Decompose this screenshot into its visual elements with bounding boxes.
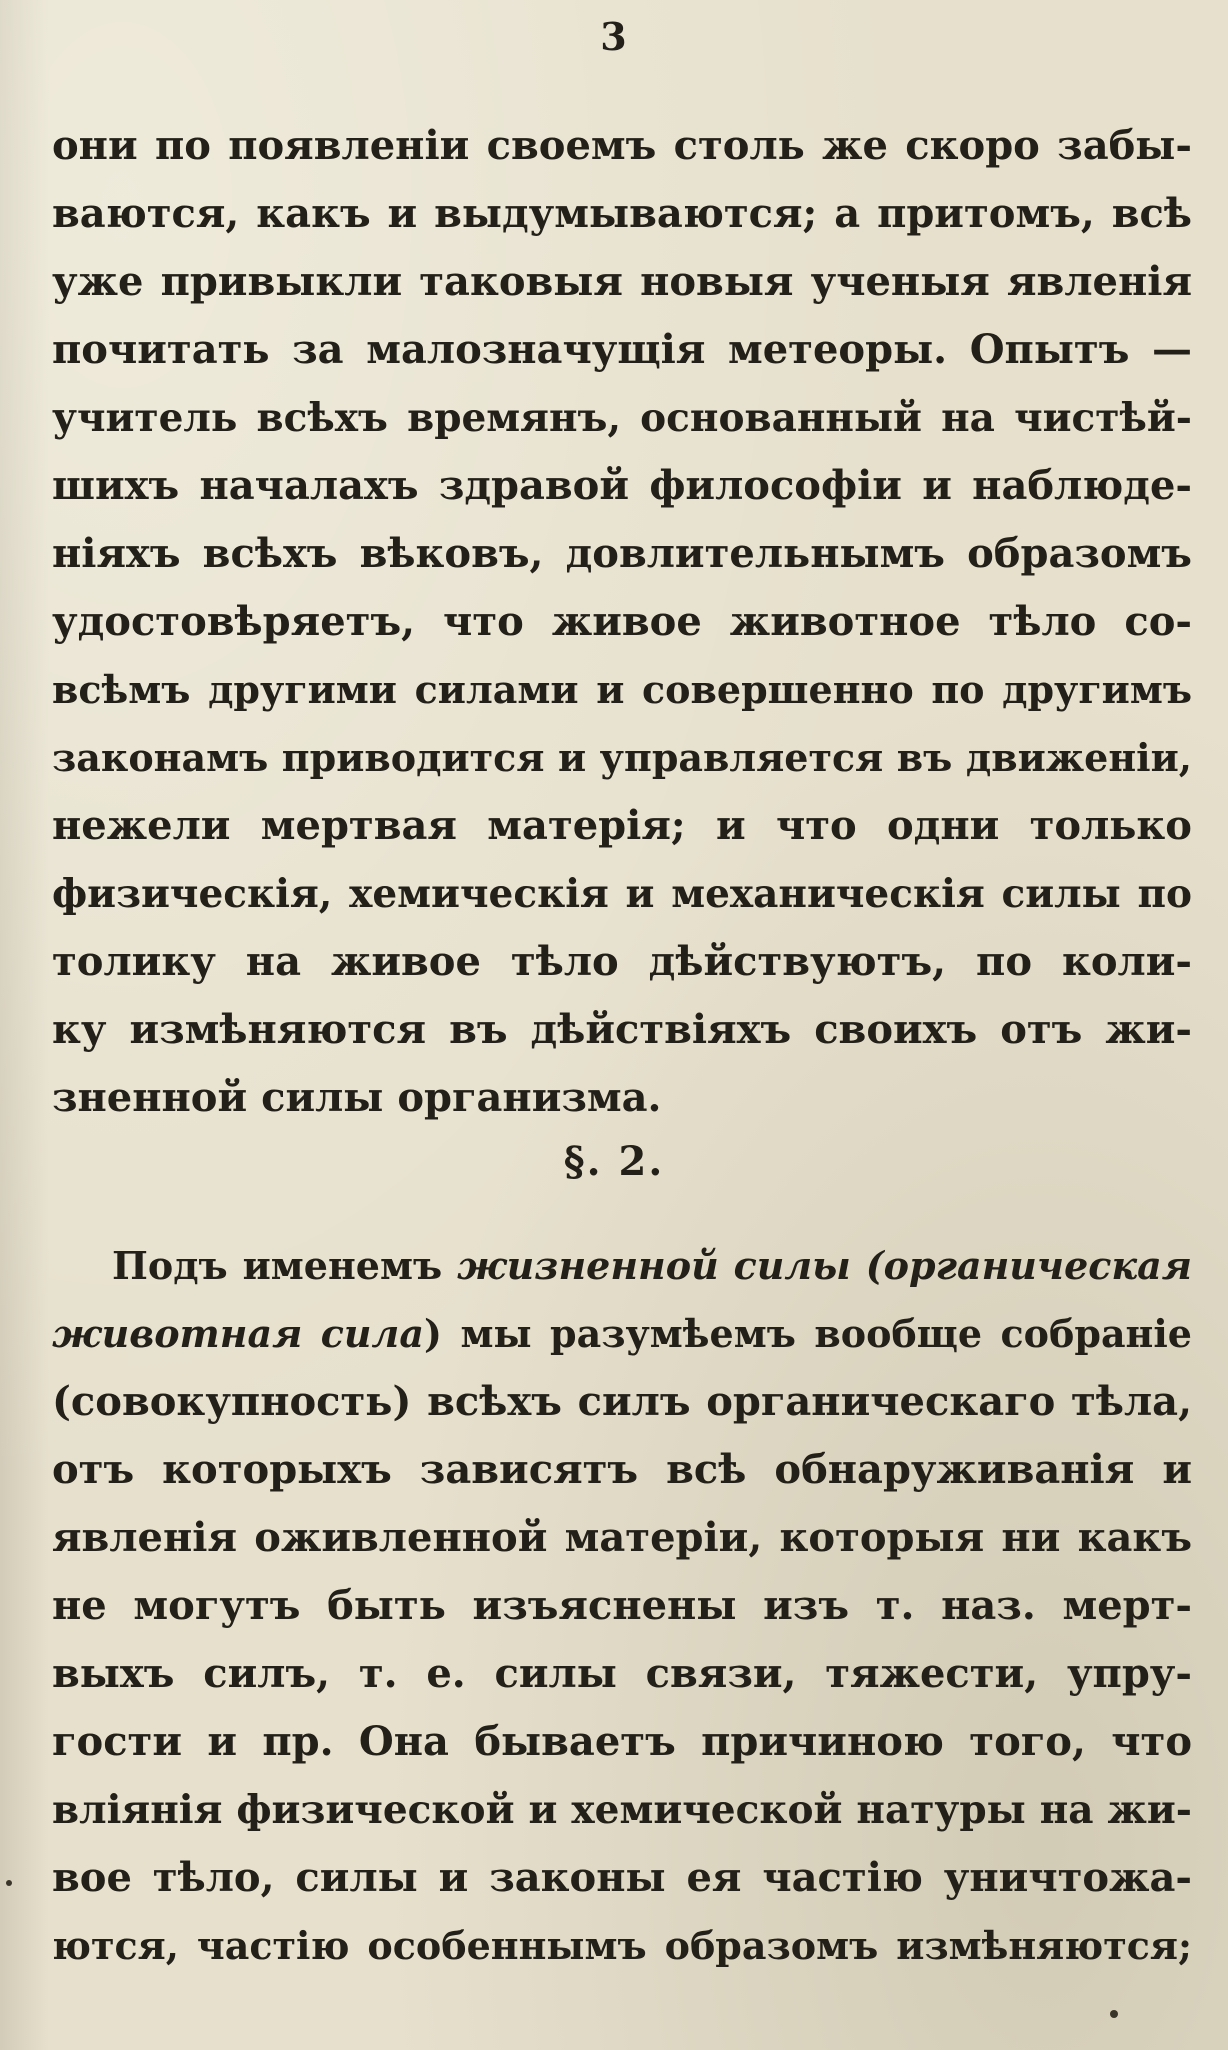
text-line: вое тѣло, силы и законы ея частію уничтожа-: [52, 1854, 1192, 1901]
text-segment: Подъ именемъ: [112, 1243, 457, 1288]
text-line: они по появленіи своемъ столь же скоро забы-: [52, 122, 1192, 169]
text-line: отъ которыхъ зависятъ всѣ обнаруживанія и: [52, 1446, 1192, 1493]
text-line: вліянія физической и хемической натуры на жи-: [52, 1787, 1192, 1833]
text-line: [52, 1300, 1192, 1368]
page-number: 3: [600, 14, 628, 59]
text-line: всѣмъ другими силами и совершенно по другимъ: [52, 667, 1192, 712]
italic-term: жизненной силы (органическая: [456, 1243, 1192, 1288]
text-line: (совокупность) всѣхъ силъ органическаго тѣла,: [52, 1378, 1192, 1425]
text-line: гости и пр. Она бываетъ причиною того, что: [52, 1718, 1192, 1765]
text-line: удостовѣряетъ, что живое животное тѣло со-: [52, 598, 1192, 645]
text-line: толику на живое тѣло дѣйствуютъ, по коли-: [52, 938, 1192, 985]
text-line: ніяхъ всѣхъ вѣковъ, довлительнымъ образомъ: [52, 530, 1192, 577]
ink-spot: [1110, 2010, 1118, 2018]
text-line: ку измѣняются въ дѣйствіяхъ своихъ отъ жи-: [52, 1006, 1192, 1053]
text-line: учитель всѣхъ времянъ, основанный на чистѣй-: [52, 395, 1192, 441]
text-line: физическія, хемическія и механическія силы по: [52, 871, 1192, 917]
text-line: законамъ приводится и управляется въ движеніи,: [52, 735, 1192, 780]
text-line: ваются, какъ и выдумываются; а притомъ, всѣ: [52, 190, 1192, 237]
text-line: зненной силы организма.: [52, 1074, 662, 1121]
section-heading: §. 2.: [563, 1138, 665, 1185]
text-line: почитать за малозначущія метеоры. Опытъ —: [52, 326, 1192, 373]
text-line: шихъ началахъ здравой философіи и наблюде-: [52, 462, 1192, 509]
paragraph-section-2: [52, 1232, 1192, 1980]
text-line: [52, 1232, 1192, 1300]
text-line: явленія оживленной матеріи, которыя ни какъ: [52, 1514, 1192, 1561]
italic-term: животная сила: [52, 1311, 424, 1356]
paragraph-continued: [52, 112, 1192, 1132]
text-segment: ) мы разумѣемъ вообще собраніе: [424, 1311, 1192, 1356]
text-line: нежели мертвая матерія; и что одни только: [52, 802, 1192, 849]
ink-spot: [6, 1880, 12, 1886]
text-line: ются, частію особеннымъ образомъ измѣняются;: [52, 1923, 1192, 1968]
text-line: не могутъ быть изъяснены изъ т. наз. мерт-: [52, 1582, 1192, 1629]
text-line: уже привыкли таковыя новыя ученыя явленія: [52, 258, 1192, 305]
text-line: выхъ силъ, т. е. силы связи, тяжести, упру-: [52, 1650, 1192, 1697]
